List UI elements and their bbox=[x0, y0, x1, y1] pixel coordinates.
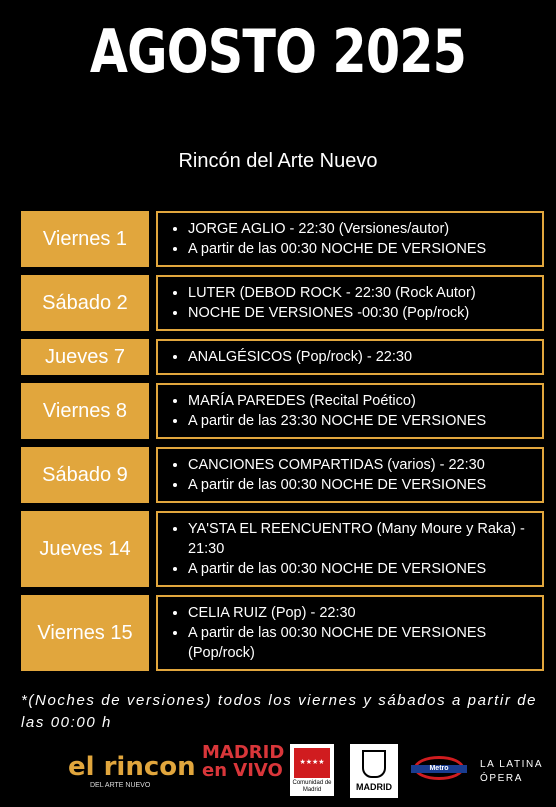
schedule-row bbox=[21, 383, 544, 439]
comunidad-madrid-logo bbox=[290, 744, 334, 796]
event-item: • A partir de las 00:30 NOCHE DE VERSIONES bbox=[188, 475, 532, 495]
day-label: Jueves 7 bbox=[21, 339, 149, 375]
venue-subtitle: Rincón del Arte Nuevo bbox=[178, 150, 378, 172]
madrid-label: MADRID bbox=[356, 782, 392, 792]
comunidad-label: Comunidad de Madrid bbox=[292, 780, 332, 793]
event-item: • LUTER (DEBOD ROCK - 22:30 (Rock Autor) bbox=[188, 283, 532, 303]
events-box bbox=[156, 595, 544, 671]
events-box bbox=[156, 511, 544, 587]
schedule-list bbox=[21, 211, 544, 679]
event-item: • A partir de las 00:30 NOCHE DE VERSIONES bbox=[188, 239, 532, 259]
page-title: AGOSTO 2025 bbox=[89, 17, 467, 87]
day-label: Sábado 2 bbox=[21, 275, 149, 331]
footnote: *(Noches de versiones) todos los viernes y sábados a partir de las 00:00 h bbox=[21, 692, 538, 731]
event-item: • A partir de las 00:30 NOCHE DE VERSIONES (Pop/rock) bbox=[188, 623, 532, 663]
event-item: • JORGE AGLIO - 22:30 (Versiones/autor) bbox=[188, 219, 532, 239]
event-item: • YA'STA EL REENCUENTRO (Many Moure y Raka) - 21:30 bbox=[188, 519, 532, 559]
events-box bbox=[156, 447, 544, 503]
event-list bbox=[172, 283, 532, 323]
rincon-logo: el rincon bbox=[68, 752, 196, 782]
event-list bbox=[172, 347, 532, 367]
event-list bbox=[172, 391, 532, 431]
event-item: • ANALGÉSICOS (Pop/rock) - 22:30 bbox=[188, 347, 532, 367]
opera-line: ÓPERA bbox=[480, 773, 524, 784]
event-item: • CANCIONES COMPARTIDAS (varios) - 22:30 bbox=[188, 455, 532, 475]
la-latina-opera-label bbox=[480, 758, 543, 786]
madrid-en-vivo-line-1: MADRID bbox=[202, 742, 285, 763]
event-item: • NOCHE DE VERSIONES -00:30 (Pop/rock) bbox=[188, 303, 532, 323]
schedule-row bbox=[21, 211, 544, 267]
day-label: Jueves 14 bbox=[21, 511, 149, 587]
event-list bbox=[172, 455, 532, 495]
schedule-row bbox=[21, 339, 544, 375]
events-box bbox=[156, 383, 544, 439]
metro-logo bbox=[414, 756, 464, 780]
rincon-logo-subtitle: DEL ARTE NUEVO bbox=[90, 782, 151, 789]
event-list bbox=[172, 219, 532, 259]
schedule-row bbox=[21, 511, 544, 587]
event-list bbox=[172, 519, 532, 579]
day-label: Viernes 8 bbox=[21, 383, 149, 439]
day-label: Viernes 15 bbox=[21, 595, 149, 671]
event-list bbox=[172, 603, 532, 663]
la-latina-line: LA LATINA bbox=[480, 759, 544, 770]
schedule-row bbox=[21, 275, 544, 331]
event-item: • CELIA RUIZ (Pop) - 22:30 bbox=[188, 603, 532, 623]
event-item: • MARÍA PAREDES (Recital Poético) bbox=[188, 391, 532, 411]
madrid-en-vivo-logo bbox=[202, 744, 284, 780]
madrid-city-logo bbox=[350, 744, 398, 798]
metro-label: Metro bbox=[411, 765, 467, 773]
events-box bbox=[156, 339, 544, 375]
sponsor-logos bbox=[0, 740, 556, 800]
shield-icon bbox=[362, 750, 386, 778]
schedule-row bbox=[21, 595, 544, 671]
stars-flag-icon: ★★★★ bbox=[294, 748, 330, 778]
schedule-row bbox=[21, 447, 544, 503]
event-item: • A partir de las 00:30 NOCHE DE VERSIONES bbox=[188, 559, 532, 579]
day-label: Sábado 9 bbox=[21, 447, 149, 503]
event-item: • A partir de las 23:30 NOCHE DE VERSIONES bbox=[188, 411, 532, 431]
events-box bbox=[156, 211, 544, 267]
madrid-en-vivo-line-2: en VIVO bbox=[202, 760, 283, 781]
events-box bbox=[156, 275, 544, 331]
day-label: Viernes 1 bbox=[21, 211, 149, 267]
